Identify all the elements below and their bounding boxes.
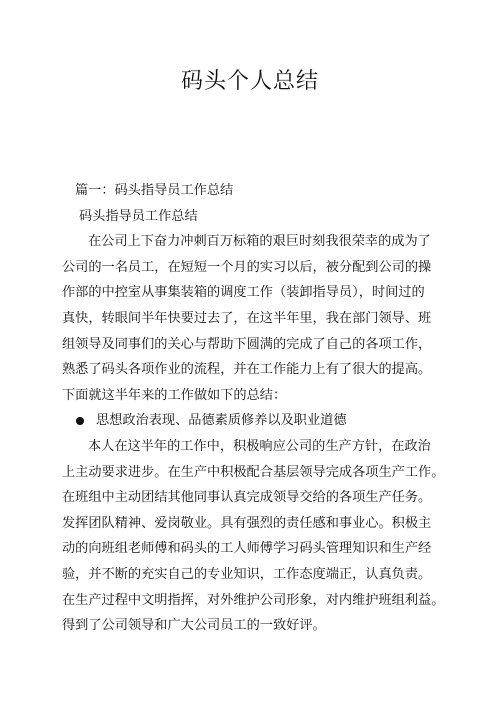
paragraph-line: 公司的一名员工，在短短一个月的实习以后，被分配到公司的操 [62,259,432,275]
paragraph-line: 作部的中控室从事集装箱的调度工作（装卸指导员），时间过的 [62,285,425,301]
sub-heading: 码头指导员工作总结 [79,208,198,224]
paragraph-line: 本人在这半年的工作中，积极响应公司的生产方针，在政治 [88,438,431,454]
paragraph-2 [62,434,452,639]
bullet-item [62,408,452,434]
paragraph-line: 动的向班组老师傅和码头的工人师傅学习码头管理知识和生产经 [62,541,432,557]
paragraph-line: 在公司上下奋力冲刺百万标箱的艰巨时刻我很荣幸的成为了 [88,234,431,250]
paragraph-line: 得到了公司领导和广大公司员工的一致好评。 [62,618,326,634]
paragraph-line: 真快，转眼间半年快要过去了，在这半年里，我在部门领导、班 [62,310,432,326]
bullet-text: 思想政治表现、品德素质修养以及职业道德 [96,413,347,429]
paragraph-line: 下面就这半年来的工作做如下的总结： [62,387,287,403]
paragraph-line: 在班组中主动团结其他同事认真完成领导交给的各项生产任务。 [62,490,432,506]
document-body [62,178,452,639]
paragraph-1 [62,229,452,408]
document-title: 码头个人总结 [180,69,319,94]
section-heading: 篇一：码头指导员工作总结 [75,183,234,198]
paragraph-line: 验，并不断的充实自己的专业知识，工作态度端正，认真负责。 [62,566,432,582]
paragraph-line: 发挥团队精神、爱岗敬业。具有强烈的责任感和事业心。积极主 [62,515,432,531]
paragraph-line: 上主动要求进步。在生产中积极配合基层领导完成各项生产工作。 [62,464,445,480]
paragraph-line: 组领导及同事们的关心与帮助下圆满的完成了自己的各项工作， [62,336,432,352]
paragraph-line: 在生产过程中文明指挥，对外维护公司形象，对内维护班组利益。 [62,592,445,608]
paragraph-line: 熟悉了码头各项作业的流程，并在工作能力上有了很大的提高。 [62,362,432,378]
bullet-icon [76,417,84,425]
